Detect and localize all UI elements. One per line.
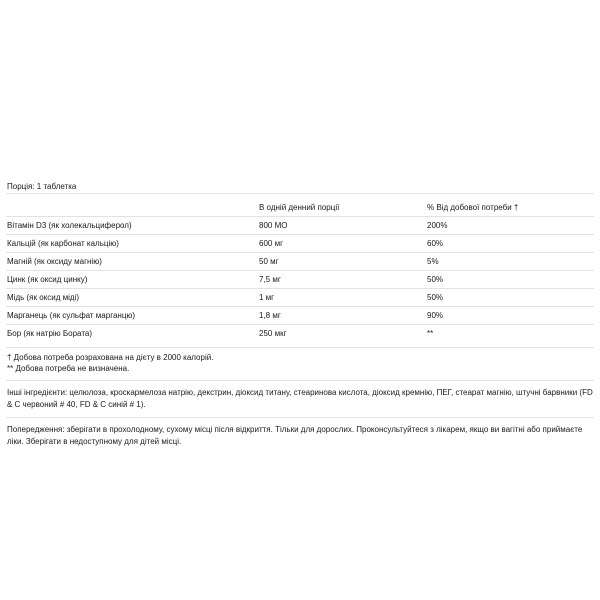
nutrient-amount: 1,8 мг	[258, 307, 426, 325]
header-amount-per-serving: В одній денний порції	[258, 199, 426, 217]
footnote-daily-value: † Добова потреба розрахована на дієту в 2000 калорій.	[7, 353, 214, 362]
nutrient-daily-value: 60%	[426, 235, 594, 253]
table-row	[6, 325, 594, 343]
header-daily-value: % Від добової потреби †	[426, 199, 594, 217]
nutrient-amount: 600 мг	[258, 235, 426, 253]
nutrient-daily-value: 50%	[426, 271, 594, 289]
header-nutrient	[6, 199, 258, 217]
table-row	[6, 253, 594, 271]
nutrient-name: Цинк (як оксид цинку)	[6, 271, 258, 289]
nutrient-name: Бор (як натрію Бората)	[7, 329, 93, 338]
table-row	[6, 307, 594, 325]
table-row	[6, 289, 594, 307]
nutrient-amount: 250 мкг	[259, 329, 287, 338]
nutrient-amount: 1 мг	[258, 289, 426, 307]
nutrient-amount: 50 мг	[258, 253, 426, 271]
nutrient-daily-value: 5%	[426, 253, 594, 271]
footnotes	[6, 347, 594, 381]
nutrient-name: Вітамін D3 (як холекальциферол)	[6, 217, 258, 235]
warning-text: Попередження: зберігати в прохолодному, сухому місці після відкриття. Тільки для дорослих. Проконсультуйтеся з лікарем, якщо ви вагітні або приймаєте ліки. Зберігати в недоступному для дітей місці.	[7, 425, 583, 446]
supplement-facts-table	[6, 199, 594, 342]
nutrient-name: Мідь (як оксид міді)	[6, 289, 258, 307]
table-header-row	[6, 199, 594, 217]
other-ingredients: Інші інгредієнти: целюлоза, кроскармелоза натрію, декстрин, діоксид титану, стеаринова кислота, діоксид кремнію, ПЕГ, стеарат магнію, штучні барвники (FD & C червоний # 40, FD & C синій # 1).	[6, 381, 594, 418]
table-row	[6, 217, 594, 235]
nutrient-daily-value: 200%	[426, 217, 594, 235]
serving-size: Порція: 1 таблетка	[6, 180, 594, 194]
supplement-facts-document	[6, 180, 594, 454]
nutrient-daily-value: 50%	[426, 289, 594, 307]
footnote-not-established: ** Добова потреба не визначена.	[7, 364, 130, 373]
nutrient-amount: 800 МО	[258, 217, 426, 235]
nutrient-name: Марганець (як сульфат марганцю)	[6, 307, 258, 325]
table-row	[6, 235, 594, 253]
nutrient-name: Магній (як оксиду магнію)	[6, 253, 258, 271]
nutrient-daily-value: 90%	[426, 307, 594, 325]
nutrient-amount: 7,5 мг	[258, 271, 426, 289]
nutrient-daily-value: **	[427, 329, 434, 338]
nutrient-name: Кальцій (як карбонат кальцію)	[6, 235, 258, 253]
table-row	[6, 271, 594, 289]
